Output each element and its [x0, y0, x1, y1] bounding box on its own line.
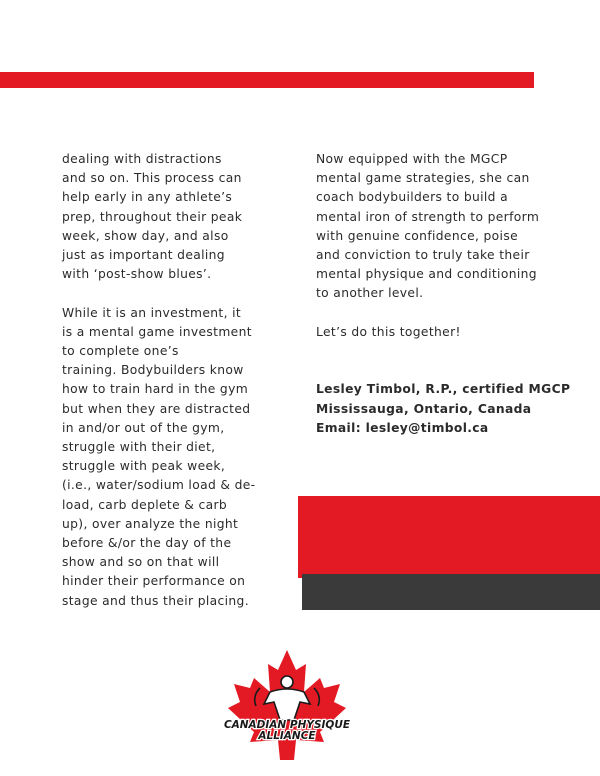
text-line: and so on. This process can	[62, 171, 242, 186]
text-line: Now equipped with the MGCP	[316, 152, 508, 166]
text-line: training. Bodybuilders know	[62, 363, 244, 378]
paragraph-spacer	[316, 361, 566, 380]
left-paragraph-2	[62, 304, 262, 611]
canadian-physique-alliance-logo	[222, 648, 352, 772]
text-line: week, show day, and also	[62, 228, 229, 243]
text-line: with ‘post-show blues’.	[62, 267, 212, 282]
signature-name: Lesley Timbol, R.P., certified MGCP	[316, 382, 571, 397]
dark-accent-block	[302, 574, 600, 610]
logo-wordmark	[224, 719, 351, 742]
left-paragraph-1	[62, 150, 262, 284]
text-line: and conviction to truly take their	[316, 248, 530, 263]
text-line: While it is an investment, it	[62, 305, 242, 320]
text-line: but when they are distracted	[62, 401, 251, 416]
text-line: to another level.	[316, 286, 424, 301]
signature-block	[316, 380, 571, 438]
right-text-column	[316, 150, 571, 438]
text-line: just as important dealing	[62, 248, 225, 263]
text-line: dealing with distractions	[62, 152, 222, 166]
text-line: stage and thus their placing.	[62, 593, 249, 608]
paragraph-spacer	[316, 304, 566, 323]
text-line: mental iron of strength to perform	[316, 209, 540, 224]
text-line: struggle with peak week,	[62, 459, 226, 474]
paragraph-spacer	[62, 284, 262, 303]
text-line: in and/or out of the gym,	[62, 420, 225, 435]
text-line: up), over analyze the night	[62, 516, 239, 531]
text-line: how to train hard in the gym	[62, 382, 249, 397]
top-red-bar	[0, 72, 534, 88]
logo-text-line1: CANADIAN PHYSIQUE	[223, 719, 351, 731]
text-line: is a mental game investment	[62, 324, 252, 339]
text-line: prep, throughout their peak	[62, 209, 243, 224]
text-line: mental physique and conditioning	[316, 267, 537, 282]
text-line: show and so on that will	[62, 555, 220, 570]
signature-location: Mississauga, Ontario, Canada	[316, 401, 532, 416]
text-line: coach bodybuilders to build a	[316, 190, 508, 205]
text-line: with genuine confidence, poise	[316, 228, 518, 243]
text-line: hinder their performance on	[62, 574, 246, 589]
left-text-column	[62, 150, 262, 611]
paragraph-spacer	[316, 342, 566, 361]
closing-line: Let’s do this together!	[316, 324, 461, 339]
text-line: (i.e., water/sodium load & de-	[62, 478, 256, 493]
text-line: struggle with their diet,	[62, 440, 216, 455]
text-line: before &/or the day of the	[62, 536, 232, 551]
logo-text-line2: ALLIANCE	[258, 730, 316, 742]
text-line: to complete one’s	[62, 344, 179, 359]
right-paragraph-1	[316, 150, 566, 304]
red-accent-block	[298, 496, 600, 578]
text-line: mental game strategies, she can	[316, 171, 530, 186]
text-line: help early in any athlete’s	[62, 190, 233, 205]
signature-email[interactable]: Email: lesley@timbol.ca	[316, 420, 489, 435]
text-line: load, carb deplete & carb	[62, 497, 228, 512]
